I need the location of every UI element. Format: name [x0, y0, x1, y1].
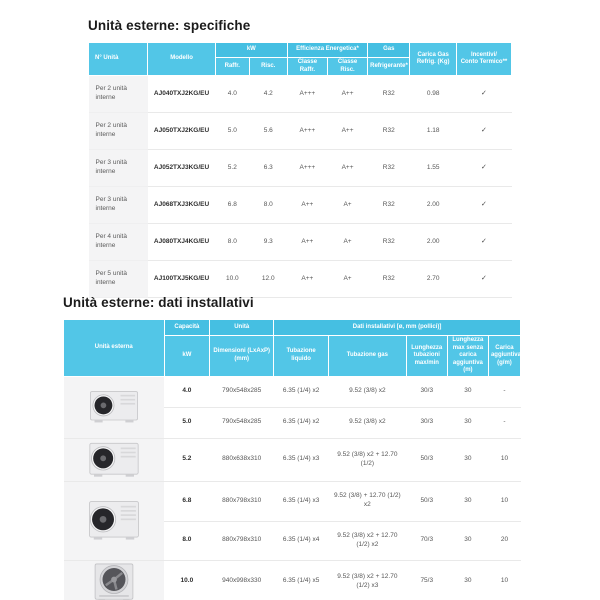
table-row: [64, 560, 521, 600]
checkmark-icon: ✓: [456, 150, 511, 187]
cell-lunghezza-senza: 30: [447, 376, 488, 407]
col-header-lunghezza-max-min: Lunghezza tubazioni max/min: [406, 336, 447, 377]
table-row: [89, 113, 512, 150]
cell-carica-aggiuntiva: -: [488, 376, 520, 407]
cell-raffr: 5.0: [215, 113, 249, 150]
cell-dimensioni: 880x798x310: [210, 521, 274, 560]
col-group-unita: Unità: [210, 320, 274, 336]
cell-capacita: 5.2: [164, 438, 210, 481]
col-group-kw: kW: [215, 43, 287, 58]
cell-risc: 12.0: [249, 261, 287, 298]
cell-risc: 4.2: [249, 76, 287, 113]
cell-carica: 2.00: [410, 224, 457, 261]
install-table: [63, 319, 521, 600]
cell-classe-risc: A+: [327, 261, 367, 298]
cell-modello: AJ040TXJ2KG/EU: [148, 76, 216, 113]
cell-unita: Per 2 unità interne: [89, 76, 148, 113]
table-row: [89, 187, 512, 224]
col-header-classe-raffr: Classe Raffr.: [287, 58, 327, 76]
col-header-modello: Modello: [148, 43, 216, 76]
table-row: [89, 76, 512, 113]
col-header-tubazione-gas: Tubazione gas: [329, 336, 407, 377]
cell-dimensioni: 940x998x330: [210, 560, 274, 600]
table-row: [89, 150, 512, 187]
cell-modello: AJ050TXJ2KG/EU: [148, 113, 216, 150]
cell-classe-risc: A++: [327, 150, 367, 187]
cell-modello: AJ068TXJ3KG/EU: [148, 187, 216, 224]
table-row: [64, 438, 521, 481]
cell-raffr: 8.0: [215, 224, 249, 261]
cell-capacita: 4.0: [164, 376, 210, 407]
cell-dimensioni: 880x638x310: [210, 438, 274, 481]
col-group-gas: Gas: [368, 43, 410, 58]
cell-classe-risc: A++: [327, 76, 367, 113]
section-dati-installativi: [63, 295, 521, 600]
page-title-specifiche: Unità esterne: specifiche: [88, 18, 251, 33]
table-row: [89, 261, 512, 298]
cell-unita: Per 3 unità interne: [89, 187, 148, 224]
cell-carica-aggiuntiva: 10: [488, 438, 520, 481]
cell-lunghezza: 50/3: [406, 438, 447, 481]
cell-carica-aggiuntiva: -: [488, 407, 520, 438]
col-header-carica-aggiuntiva: Carica aggiuntiva (g/m): [488, 336, 520, 377]
cell-gas: R32: [368, 224, 410, 261]
cell-capacita: 10.0: [164, 560, 210, 600]
cell-lunghezza: 70/3: [406, 521, 447, 560]
cell-carica: 2.00: [410, 187, 457, 224]
cell-risc: 8.0: [249, 187, 287, 224]
col-header-lunghezza-senza-carica: Lunghezza max senza carica aggiuntiva (m): [447, 336, 488, 377]
cell-tubazione-liquido: 6.35 (1/4) x4: [274, 521, 329, 560]
cell-classe-raffr: A+++: [287, 76, 327, 113]
cell-tubazione-liquido: 6.35 (1/4) x2: [274, 376, 329, 407]
col-group-efficienza: Efficienza Energetica*: [287, 43, 367, 58]
cell-tubazione-liquido: 6.35 (1/4) x2: [274, 407, 329, 438]
checkmark-icon: ✓: [456, 113, 511, 150]
cell-capacita: 5.0: [164, 407, 210, 438]
cell-classe-raffr: A++: [287, 261, 327, 298]
cell-carica-aggiuntiva: 20: [488, 521, 520, 560]
cell-tubazione-gas: 9.52 (3/8) x2: [329, 376, 407, 407]
cell-dimensioni: 880x798x310: [210, 481, 274, 521]
cell-classe-raffr: A+++: [287, 150, 327, 187]
cell-dimensioni: 790x548x285: [210, 376, 274, 407]
cell-unita: Per 5 unità interne: [89, 261, 148, 298]
checkmark-icon: ✓: [456, 224, 511, 261]
col-header-tubazione-liquido: Tubazione liquido: [274, 336, 329, 377]
cell-tubazione-liquido: 6.35 (1/4) x3: [274, 481, 329, 521]
cell-modello: AJ100TXJ5KG/EU: [148, 261, 216, 298]
checkmark-icon: ✓: [456, 187, 511, 224]
cell-tubazione-gas: 9.52 (3/8) + 12.70 (1/2) x2: [329, 481, 407, 521]
outdoor-unit-image: [64, 438, 165, 481]
cell-raffr: 6.8: [215, 187, 249, 224]
cell-classe-risc: A++: [327, 113, 367, 150]
cell-carica: 0.98: [410, 76, 457, 113]
cell-carica-aggiuntiva: 10: [488, 560, 520, 600]
cell-classe-risc: A+: [327, 187, 367, 224]
cell-carica: 1.18: [410, 113, 457, 150]
cell-dimensioni: 790x548x285: [210, 407, 274, 438]
table-row: [64, 376, 521, 407]
cell-gas: R32: [368, 187, 410, 224]
cell-lunghezza-senza: 30: [447, 407, 488, 438]
cell-tubazione-gas: 9.52 (3/8) x2 + 12.70 (1/2): [329, 438, 407, 481]
cell-gas: R32: [368, 150, 410, 187]
checkmark-icon: ✓: [456, 76, 511, 113]
cell-gas: R32: [368, 261, 410, 298]
col-header-kw: kW: [164, 336, 210, 377]
outdoor-unit-image: [64, 481, 165, 560]
table-row: [64, 481, 521, 521]
outdoor-unit-image: [64, 560, 165, 600]
col-header-dimensioni: Dimensioni (LxAxP) (mm): [210, 336, 274, 377]
cell-classe-risc: A+: [327, 224, 367, 261]
section-specifiche: [88, 18, 512, 298]
page-title-dati-installativi: Unità esterne: dati installativi: [63, 295, 254, 310]
cell-risc: 9.3: [249, 224, 287, 261]
cell-lunghezza: 30/3: [406, 376, 447, 407]
col-header-risc: Risc.: [249, 58, 287, 76]
cell-lunghezza-senza: 30: [447, 560, 488, 600]
outdoor-unit-image: [64, 376, 165, 438]
cell-tubazione-gas: 9.52 (3/8) x2 + 12.70 (1/2) x3: [329, 560, 407, 600]
cell-risc: 6.3: [249, 150, 287, 187]
spec-table: [88, 42, 512, 298]
table-row: [89, 224, 512, 261]
col-header-raffr: Raffr.: [215, 58, 249, 76]
cell-tubazione-gas: 9.52 (3/8) x2 + 12.70 (1/2) x2: [329, 521, 407, 560]
cell-capacita: 8.0: [164, 521, 210, 560]
cell-unita: Per 3 unità interne: [89, 150, 148, 187]
cell-carica: 2.70: [410, 261, 457, 298]
cell-lunghezza: 30/3: [406, 407, 447, 438]
cell-carica: 1.55: [410, 150, 457, 187]
col-header-carica-gas: Carica Gas Refrig. (Kg): [410, 43, 457, 76]
col-header-incentivi: Incentivi/ Conto Termico**: [456, 43, 511, 76]
col-header-classe-risc: Classe Risc.: [327, 58, 367, 76]
col-group-dati-installativi: Dati installativi [ø, mm (pollici)]: [274, 320, 521, 336]
col-header-refrigerante: Refrigerante*: [368, 58, 410, 76]
cell-carica-aggiuntiva: 10: [488, 481, 520, 521]
cell-classe-raffr: A++: [287, 187, 327, 224]
cell-risc: 5.6: [249, 113, 287, 150]
cell-tubazione-liquido: 6.35 (1/4) x5: [274, 560, 329, 600]
col-group-capacita: Capacità: [164, 320, 210, 336]
cell-unita: Per 4 unità interne: [89, 224, 148, 261]
cell-lunghezza-senza: 30: [447, 521, 488, 560]
col-header-unita-esterna: Unità esterna: [64, 320, 165, 377]
cell-lunghezza-senza: 30: [447, 481, 488, 521]
cell-raffr: 4.0: [215, 76, 249, 113]
cell-classe-raffr: A+++: [287, 113, 327, 150]
cell-classe-raffr: A++: [287, 224, 327, 261]
cell-tubazione-gas: 9.52 (3/8) x2: [329, 407, 407, 438]
cell-unita: Per 2 unità interne: [89, 113, 148, 150]
cell-gas: R32: [368, 113, 410, 150]
col-header-n-unita: N° Unità: [89, 43, 148, 76]
cell-lunghezza: 75/3: [406, 560, 447, 600]
cell-lunghezza: 50/3: [406, 481, 447, 521]
cell-modello: AJ080TXJ4KG/EU: [148, 224, 216, 261]
cell-raffr: 5.2: [215, 150, 249, 187]
cell-modello: AJ052TXJ3KG/EU: [148, 150, 216, 187]
cell-capacita: 6.8: [164, 481, 210, 521]
cell-gas: R32: [368, 76, 410, 113]
cell-lunghezza-senza: 30: [447, 438, 488, 481]
cell-raffr: 10.0: [215, 261, 249, 298]
cell-tubazione-liquido: 6.35 (1/4) x3: [274, 438, 329, 481]
checkmark-icon: ✓: [456, 261, 511, 298]
